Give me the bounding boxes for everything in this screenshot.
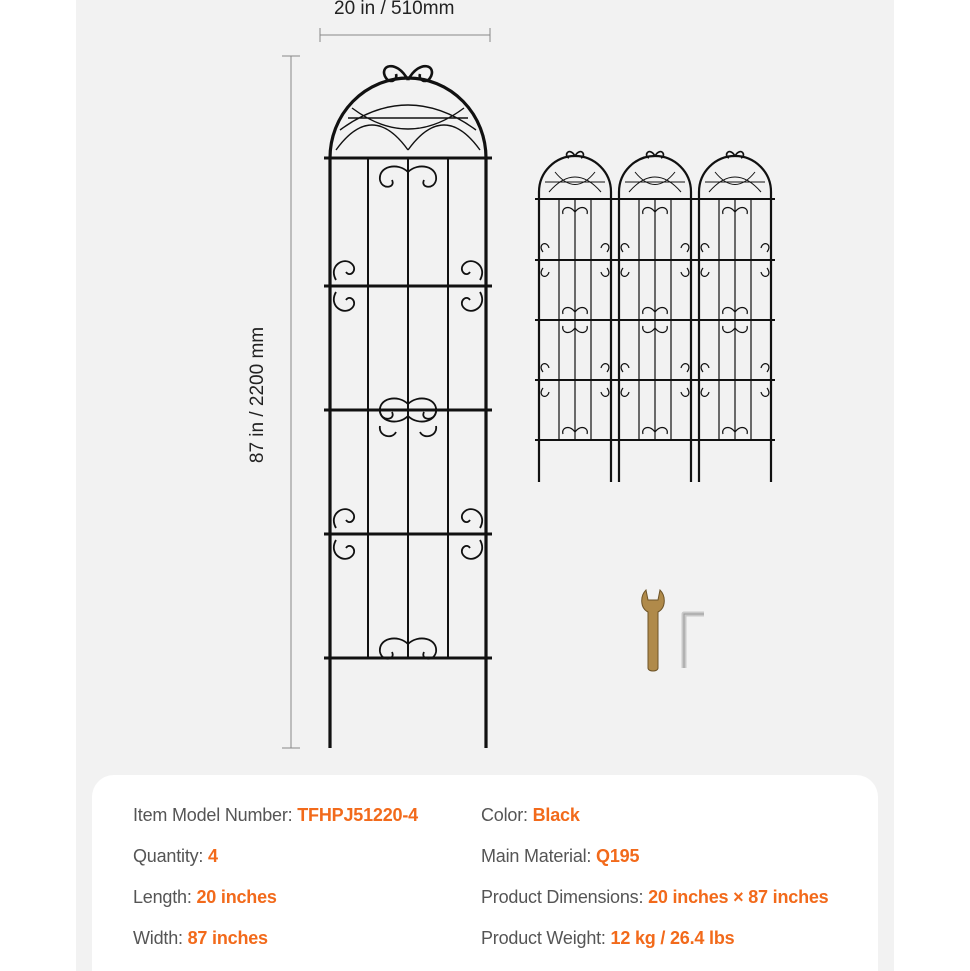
- spec-quantity: [133, 846, 218, 867]
- spec-width-value: 87 inches: [187, 928, 268, 948]
- height-dimension-label: 87 in / 2200 mm: [247, 326, 268, 464]
- width-dimension-label: 20 in / 510mm: [334, 0, 455, 19]
- spec-quantity-value: 4: [208, 846, 218, 866]
- spec-material-label: Main Material:: [481, 846, 597, 866]
- spec-color-label: Color:: [481, 805, 533, 825]
- spec-length-value: 20 inches: [196, 887, 277, 907]
- spec-dimensions-label: Product Dimensions:: [481, 887, 649, 907]
- spec-dimensions: [481, 887, 828, 908]
- spec-width-label: Width:: [133, 928, 188, 948]
- trellis-panel-icon: [324, 66, 492, 748]
- spec-weight-label: Product Weight:: [481, 928, 611, 948]
- spec-weight: [481, 928, 734, 949]
- hex-key-icon: [684, 614, 704, 668]
- spec-material-value: Q195: [596, 846, 640, 866]
- height-dimension-line: [282, 56, 300, 748]
- spec-quantity-label: Quantity:: [133, 846, 209, 866]
- spec-weight-value: 12 kg / 26.4 lbs: [610, 928, 735, 948]
- spec-width: [133, 928, 268, 949]
- spec-length: [133, 887, 277, 908]
- wrench-icon: [642, 590, 665, 671]
- width-dimension-line: [320, 28, 490, 42]
- spec-dimensions-value: 20 inches × 87 inches: [648, 887, 829, 907]
- trellis-set-icon: [535, 152, 775, 482]
- spec-model-value: TFHPJ51220-4: [297, 805, 418, 825]
- spec-color-value: Black: [532, 805, 580, 825]
- spec-material: [481, 846, 639, 867]
- spec-model: [133, 805, 418, 826]
- spec-length-label: Length:: [133, 887, 197, 907]
- spec-color: [481, 805, 580, 826]
- spec-model-label: Item Model Number:: [133, 805, 298, 825]
